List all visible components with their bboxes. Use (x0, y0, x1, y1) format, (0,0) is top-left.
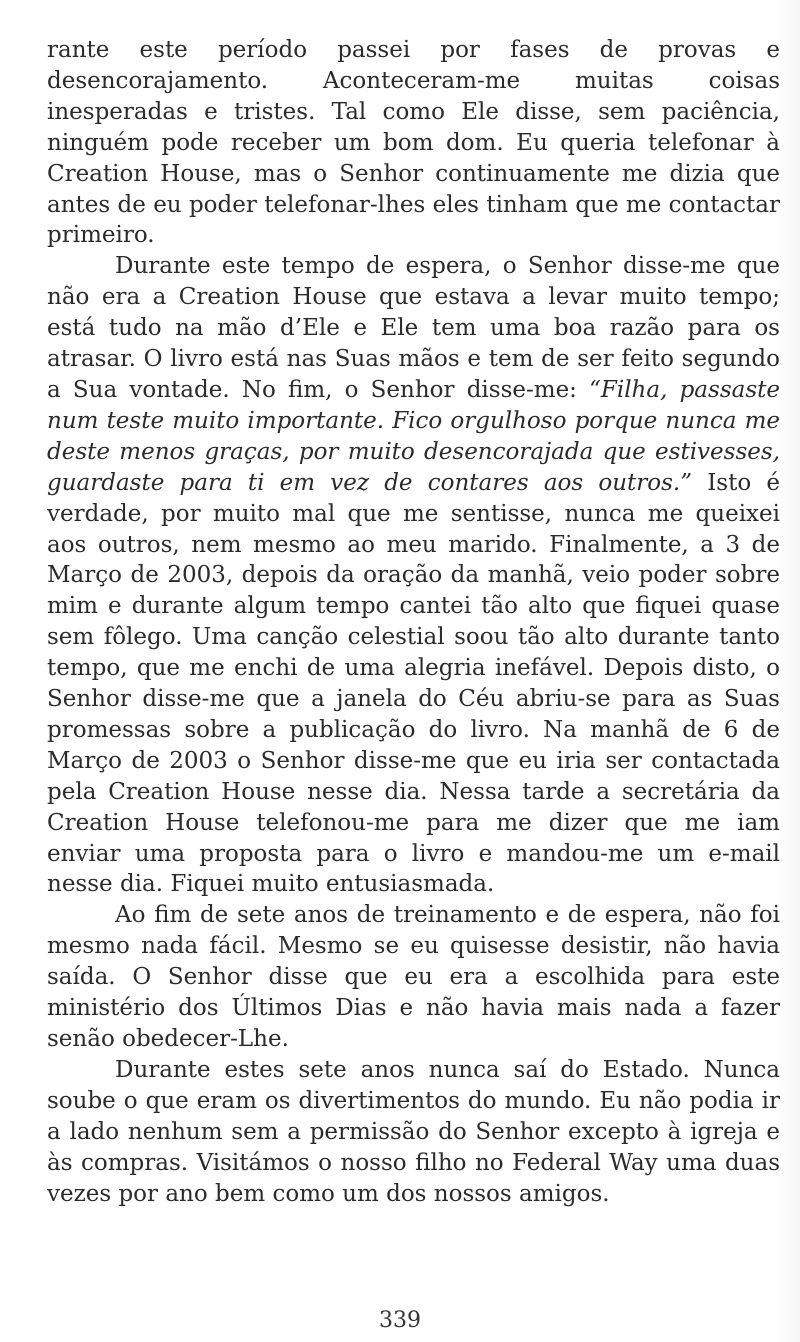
page-number: 339 (379, 1308, 421, 1333)
paragraph-2-text-end: Isto é verdade, por muito mal que me sentisse, nunca me queixei aos outros, nem mesmo ao meu marido. Finalmente, a 3 de Março de 2003, depois da oração da manhã, veio poder sobre mim e durante algum tempo cantei tão alto que fiquei quase sem fôlego. Uma canção celestial soou tão alto durante tanto tempo, que me enchi de uma alegria inefável. Depois disto, o Senhor disse-me que a janela do Céu abriu-se para as Suas promessas sobre a publicação do livro. Na manhã de 6 de Março de 2003 o Senhor disse-me que eu iria ser contactada pela Creation House nesse dia. Nessa tarde a secretária da Creation House telefonou-me para me dizer que me iam enviar uma proposta para o livro e mandou-me um e-mail nesse dia. Fiquei muito entusiasmada. (47, 469, 780, 898)
paragraph-4 (47, 1055, 780, 1210)
paragraph-2 (47, 251, 780, 900)
paragraph-2-text-start: Durante este tempo de espera, o Senhor disse-me que não era a Creation House que estava a levar muito tempo; está tudo na mão d’Ele e Ele tem uma boa razão para os atrasar. O livro está nas Suas mãos e tem de ser feito segundo a Sua vontade. No fim, o Senhor disse-me: (47, 253, 780, 403)
body-text (47, 35, 780, 1209)
paragraph-1-text: rante este período passei por fases de provas e desencorajamento. Aconteceram-me muitas coisas inesperadas e tristes. Tal como Ele disse, sem paciência, ninguém pode receber um bom dom. Eu queria telefonar à Creation House, mas o Senhor continuamente me dizia que antes de eu poder telefonar-lhes eles tinham que me contactar primeiro. (47, 37, 780, 249)
paragraph-4-text: Durante estes sete anos nunca saí do Estado. Nunca soube o que eram os divertimentos do mundo. Eu não podia ir a lado nenhum sem a permissão do Senhor excepto à igreja e às compras. Visitámos o nosso filho no Federal Way uma duas vezes por ano bem como um dos nossos amigos. (47, 1056, 780, 1207)
divine-quote: “Filha, passaste num teste muito importante. Fico orgulhoso porque nunca me deste menos graças, por muito desencorajada que estivesses, guardaste para ti em vez de contares aos outros.” (47, 376, 780, 496)
paragraph-3-text: Ao fim de sete anos de treinamento e de espera, não foi mesmo nada fácil. Mesmo se eu quisesse desistir, não havia saída. O Senhor disse que eu era a escolhida para este ministério dos Últimos Dias e não havia mais nada a fazer senão obedecer-Lhe. (47, 902, 780, 1052)
paragraph-3 (47, 900, 780, 1055)
paragraph-1 (47, 35, 780, 251)
